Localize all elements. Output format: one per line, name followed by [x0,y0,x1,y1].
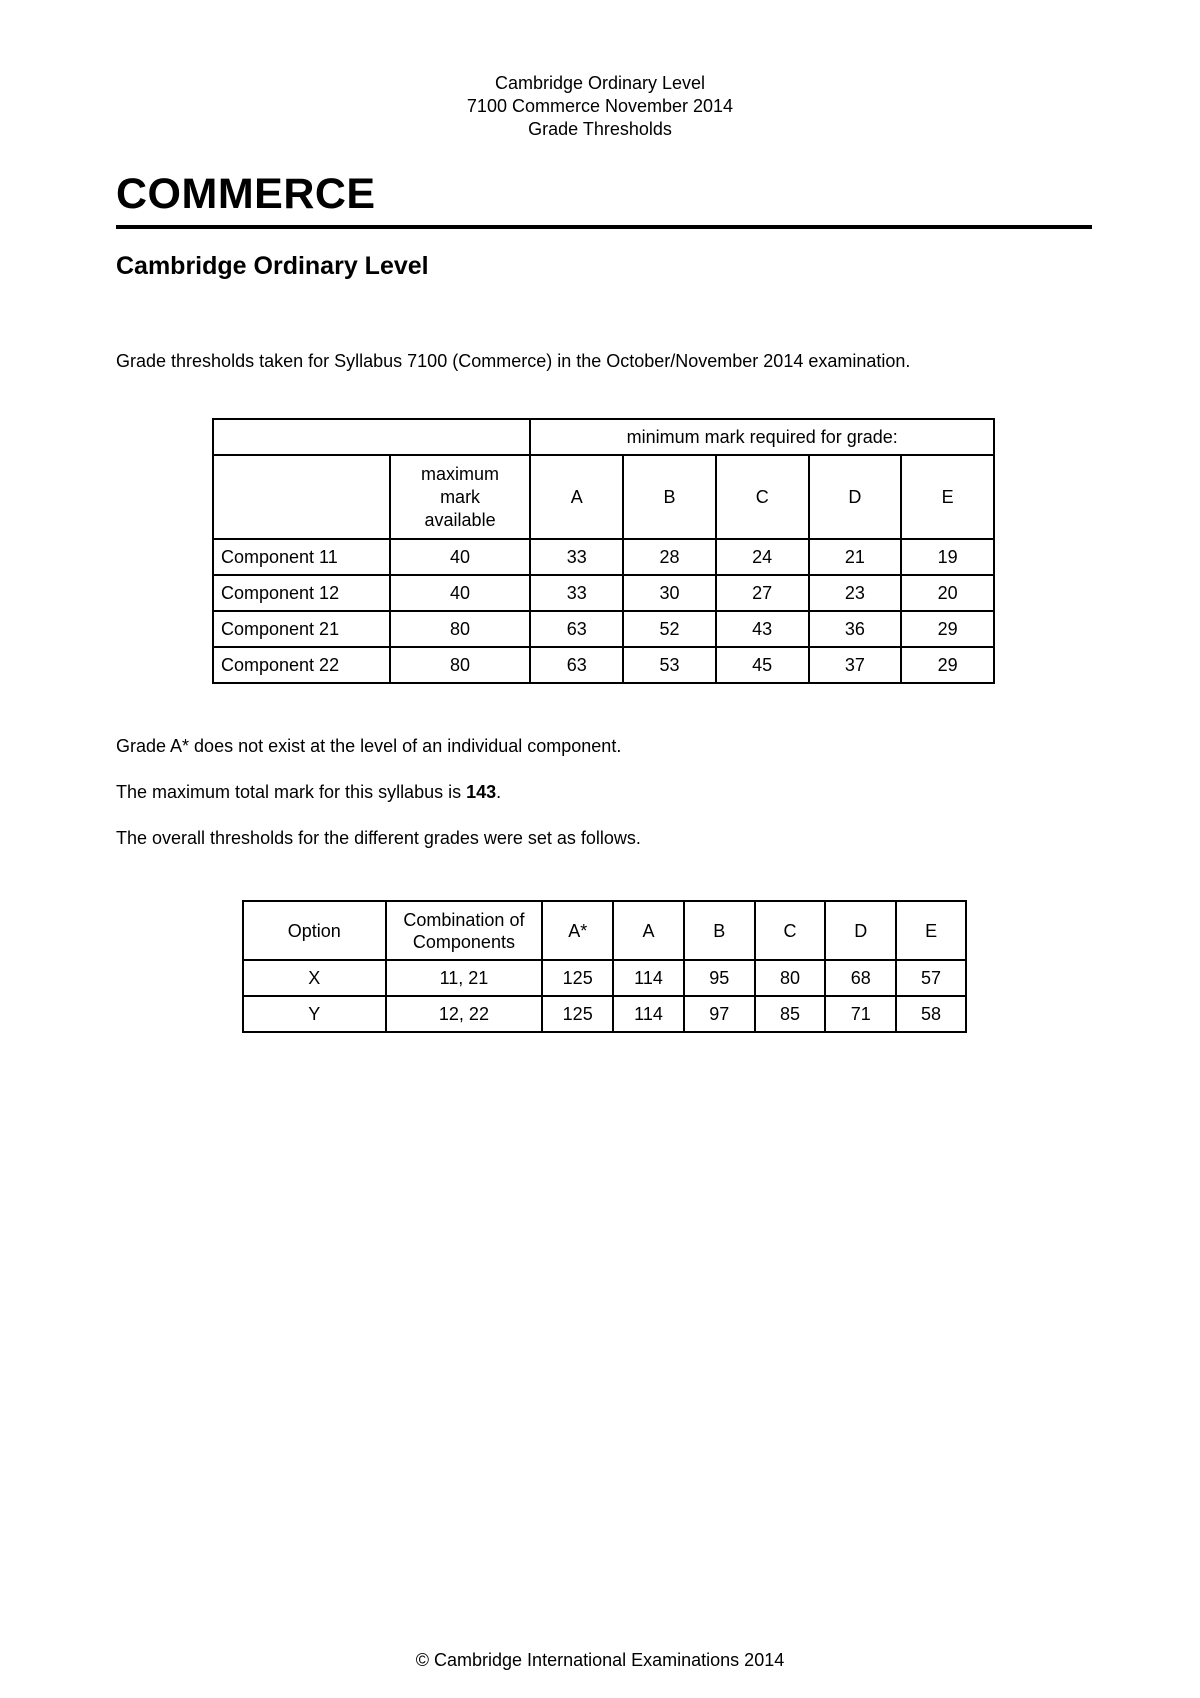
page-header [0,72,1200,141]
grade-header-e: E [901,455,994,539]
grade-cell: 45 [716,647,809,683]
page-title: COMMERCE [116,170,376,218]
max-total-value: 143 [466,782,497,802]
combination-header: Combination of Components [386,901,543,960]
combination-cell: 12, 22 [386,996,543,1032]
max-mark-cell: 40 [390,575,531,611]
empty-header-cell [213,455,390,539]
component-label: Component 12 [213,575,390,611]
grade-cell: 24 [716,539,809,575]
grade-cell: 33 [530,539,623,575]
page-subtitle: Cambridge Ordinary Level [116,252,429,280]
table-header-row [213,455,994,539]
intro-text: Grade thresholds taken for Syllabus 7100 (Commerce) in the October/November 2014 examination. [116,351,911,371]
grade-cell: 29 [901,611,994,647]
grade-cell: 125 [542,996,613,1032]
grade-header-d: D [825,901,896,960]
grade-cell: 63 [530,647,623,683]
grade-cell: 30 [623,575,716,611]
grade-header-a: A [613,901,684,960]
component-thresholds-table [212,418,995,684]
grade-cell: 23 [809,575,902,611]
grade-header-astar: A* [542,901,613,960]
max-mark-cell: 80 [390,647,531,683]
grade-cell: 57 [896,960,966,996]
grade-cell: 68 [825,960,896,996]
overall-thresholds-table [242,900,967,1033]
option-cell: Y [243,996,386,1032]
grade-header-c: C [755,901,826,960]
grade-cell: 36 [809,611,902,647]
option-cell: X [243,960,386,996]
grade-cell: 125 [542,960,613,996]
table-row [213,539,994,575]
title-divider [116,225,1092,229]
table-row [213,611,994,647]
empty-header-cell [213,419,530,455]
max-mark-header: maximum mark available [390,455,531,539]
copyright-footer: © Cambridge International Examinations 2014 [415,1650,785,1670]
grade-cell: 53 [623,647,716,683]
max-mark-cell: 80 [390,611,531,647]
grade-cell: 97 [684,996,755,1032]
grade-cell: 80 [755,960,826,996]
max-mark-cell: 40 [390,539,531,575]
grade-cell: 114 [613,960,684,996]
table-header-row [243,901,966,960]
grade-cell: 19 [901,539,994,575]
table-row [213,575,994,611]
grade-cell: 85 [755,996,826,1032]
grade-cell: 37 [809,647,902,683]
combination-cell: 11, 21 [386,960,543,996]
grade-cell: 43 [716,611,809,647]
grade-cell: 58 [896,996,966,1032]
table-row [243,960,966,996]
grade-header-c: C [716,455,809,539]
grade-group-header: minimum mark required for grade: [530,419,994,455]
component-label: Component 11 [213,539,390,575]
grade-cell: 29 [901,647,994,683]
option-header: Option [243,901,386,960]
grade-cell: 63 [530,611,623,647]
grade-cell: 52 [623,611,716,647]
grade-header-b: B [684,901,755,960]
grade-cell: 27 [716,575,809,611]
overall-note: The overall thresholds for the different grades were set as follows. [116,828,641,848]
table-row [243,996,966,1032]
grade-cell: 28 [623,539,716,575]
component-label: Component 22 [213,647,390,683]
component-label: Component 21 [213,611,390,647]
header-syllabus: 7100 Commerce November 2014 [466,96,734,116]
grade-header-a: A [530,455,623,539]
max-total-note: The maximum total mark for this syllabus is 143. [116,782,502,802]
grade-cell: 71 [825,996,896,1032]
header-doc-type: Grade Thresholds [528,119,672,139]
grade-cell: 21 [809,539,902,575]
grade-cell: 33 [530,575,623,611]
grade-cell: 114 [613,996,684,1032]
grade-header-d: D [809,455,902,539]
grade-header-b: B [623,455,716,539]
table-header-row [213,419,994,455]
astar-note: Grade A* does not exist at the level of an individual component. [116,736,622,756]
header-qualification: Cambridge Ordinary Level [494,73,706,93]
grade-header-e: E [896,901,966,960]
grade-cell: 20 [901,575,994,611]
table-row [213,647,994,683]
grade-cell: 95 [684,960,755,996]
